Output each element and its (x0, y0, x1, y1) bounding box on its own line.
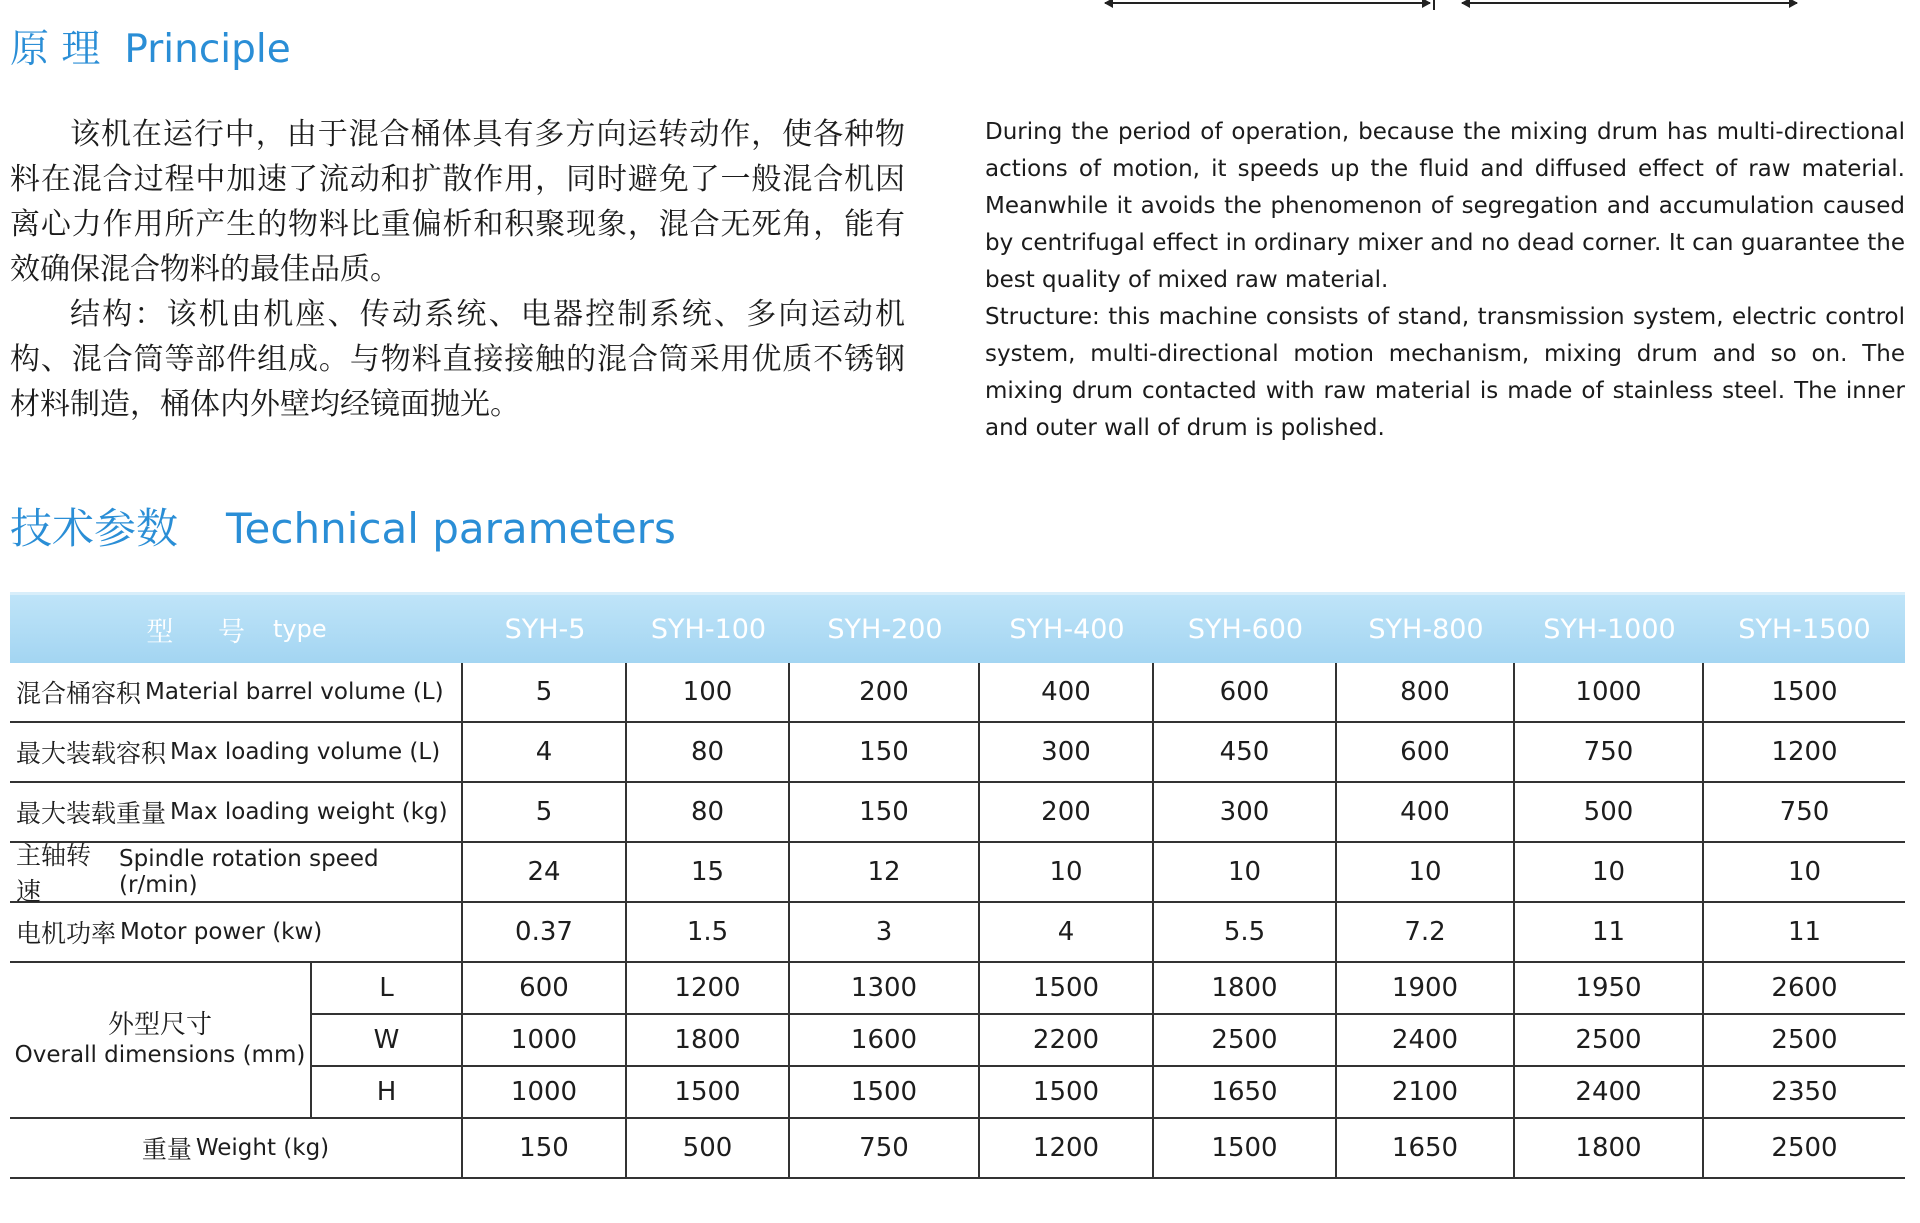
row-label-zh: 最大装载重量 (16, 799, 167, 828)
table-cell: 200 (790, 663, 980, 723)
table-cell: 1600 (790, 1015, 980, 1067)
header-model: SYH-100 (650, 613, 767, 645)
table-cell: 2200 (980, 1015, 1154, 1067)
table-cell: 450 (1154, 723, 1337, 783)
table-row (10, 723, 1905, 783)
header-model: SYH-200 (827, 613, 943, 645)
dimension-arrow-left (1105, 2, 1430, 4)
row-label-en: Weight (kg) (195, 1135, 330, 1161)
table-cell: 5 (463, 663, 627, 723)
table-cell: 1800 (1515, 1119, 1704, 1179)
table-row (10, 841, 1905, 906)
table-header (10, 592, 1905, 663)
principle-zh-paragraph: 该机在运行中，由于混合桶体具有多方向运转动作，使各种物料在混合过程中加速了流动和扩散作用，同时避免了一般混合机因离心力作用所产生的物料比重偏析和积聚现象，混合无死角，能有效确保混合物料的最佳品质。 (10, 117, 905, 287)
table-cell: 750 (1704, 783, 1905, 843)
table-cell: 100 (627, 663, 790, 723)
table-cell: 1650 (1337, 1119, 1515, 1179)
principle-heading (10, 18, 291, 74)
table-cell: 2350 (1704, 1067, 1905, 1119)
header-model: SYH-5 (504, 613, 586, 645)
row-label-zh: 重量 (141, 1135, 192, 1164)
table-row (10, 783, 1905, 843)
dimensions-label-en: Overall dimensions (mm) (14, 1042, 306, 1068)
table-cell: 750 (790, 1119, 980, 1179)
header-model: SYH-800 (1368, 613, 1484, 645)
table-cell: 2600 (1704, 963, 1905, 1015)
dimension-sub-label: W (312, 1015, 463, 1067)
row-label-en: Max loading volume (L) (170, 739, 441, 765)
row-label-en: Material barrel volume (L) (145, 679, 444, 705)
table-cell: 400 (980, 663, 1154, 723)
table-cell: 2500 (1704, 1015, 1905, 1067)
table-cell: 24 (463, 843, 627, 903)
table-cell: 1300 (790, 963, 980, 1015)
table-cell: 300 (980, 723, 1154, 783)
table-cell: 600 (463, 963, 627, 1015)
dimension-sub-label: H (312, 1067, 463, 1119)
row-label (10, 841, 463, 906)
table-cell: 15 (627, 843, 790, 903)
table-cell: 12 (790, 843, 980, 903)
table-cell: 0.37 (463, 903, 627, 963)
principle-text-zh (10, 112, 905, 427)
dimensions-label-zh: 外型尺寸 (107, 1010, 212, 1040)
table-cell: 7.2 (1337, 903, 1515, 963)
table-body (10, 663, 1905, 963)
table-row (10, 903, 1905, 963)
table-cell: 80 (627, 723, 790, 783)
table-cell: 1000 (463, 1067, 627, 1119)
table-cell: 80 (627, 783, 790, 843)
row-label-en: Spindle rotation speed (r/min) (119, 846, 379, 898)
principle-en-paragraph: During the period of operation, because the mixing drum has multi-directional actions of motion, it speeds up the fluid and diffused effect of raw material. Meanwhile it avoids the phenomenon of segregation and accumulation caused by centrifugal effect in ordinary mixer and no dead corner. It can guarantee the best quality of mixed raw material. (985, 119, 1905, 293)
row-label-zh: 电机功率 (16, 919, 117, 948)
table-cell: 150 (463, 1119, 627, 1179)
header-type-en: type (272, 615, 327, 643)
table-cell: 400 (1337, 783, 1515, 843)
table-cell: 500 (627, 1119, 790, 1179)
table-cell: 300 (1154, 783, 1337, 843)
table-cell: 600 (1337, 723, 1515, 783)
table-cell: 1200 (980, 1119, 1154, 1179)
table-cell: 5.5 (1154, 903, 1337, 963)
table-cell: 2500 (1704, 1119, 1905, 1179)
header-type-zh: 型 号 (146, 616, 263, 648)
table-row (10, 1119, 1905, 1179)
table-cell: 2400 (1337, 1015, 1515, 1067)
technical-heading-zh: 技术参数 (10, 504, 179, 553)
table-cell: 500 (1515, 783, 1704, 843)
table-cell: 10 (1515, 843, 1704, 903)
table-cell: 1950 (1515, 963, 1704, 1015)
row-label (10, 903, 463, 963)
table-cell: 4 (463, 723, 627, 783)
row-label (10, 723, 463, 783)
table-cell: 1650 (1154, 1067, 1337, 1119)
dimension-arrow-right (1462, 2, 1797, 4)
principle-zh-paragraph: 结构：该机由机座、传动系统、电器控制系统、多向运动机构、混合筒等部件组成。与物料直接接触的混合筒采用优质不锈钢材料制造，桶体内外壁均经镜面抛光。 (10, 297, 905, 422)
dimension-tick (1433, 0, 1435, 10)
parameters-table (10, 592, 1905, 1179)
table-cell: 600 (1154, 663, 1337, 723)
table-cell: 750 (1515, 723, 1704, 783)
dimension-sub-label: L (312, 963, 463, 1015)
table-cell: 1500 (980, 963, 1154, 1015)
technical-heading-en: Technical parameters (226, 504, 676, 553)
dimensions-block (10, 963, 1905, 1119)
header-model: SYH-1500 (1738, 613, 1871, 645)
table-cell: 1500 (627, 1067, 790, 1119)
table-cell: 1200 (627, 963, 790, 1015)
row-label-en: Max loading weight (kg) (170, 799, 448, 825)
table-cell: 2500 (1515, 1015, 1704, 1067)
table-cell: 3 (790, 903, 980, 963)
table-cell: 5 (463, 783, 627, 843)
row-label-zh: 混合桶容积 (16, 679, 142, 708)
table-cell: 1500 (980, 1067, 1154, 1119)
table-cell: 10 (980, 843, 1154, 903)
header-model: SYH-1000 (1543, 613, 1676, 645)
row-label-zh: 主轴转速 (16, 841, 92, 906)
technical-heading (10, 496, 676, 556)
table-cell: 10 (1337, 843, 1515, 903)
table-cell: 1.5 (627, 903, 790, 963)
principle-heading-zh: 原 理 (10, 27, 101, 72)
table-row (10, 663, 1905, 723)
table-cell: 10 (1704, 843, 1905, 903)
header-model: SYH-400 (1009, 613, 1125, 645)
header-type-cell (10, 595, 463, 663)
table-cell: 10 (1154, 843, 1337, 903)
table-cell: 150 (790, 723, 980, 783)
table-cell: 800 (1337, 663, 1515, 723)
table-cell: 2100 (1337, 1067, 1515, 1119)
principle-en-paragraph: Structure: this machine consists of stand, transmission system, electric control system, multi-directional motion mechanism, mixing drum and so on. The mixing drum contacted with raw material is made of stainless steel. The inner and outer wall of drum is polished. (985, 304, 1905, 441)
table-cell: 200 (980, 783, 1154, 843)
header-model: SYH-600 (1187, 613, 1304, 645)
principle-text-en (985, 114, 1905, 447)
table-cell: 1800 (1154, 963, 1337, 1015)
table-cell: 2400 (1515, 1067, 1704, 1119)
table-cell: 11 (1704, 903, 1905, 963)
table-cell: 1500 (790, 1067, 980, 1119)
table-cell: 1900 (1337, 963, 1515, 1015)
table-cell: 1200 (1704, 723, 1905, 783)
table-cell: 1800 (627, 1015, 790, 1067)
row-label-en: Motor power (kw) (120, 919, 323, 945)
table-cell: 150 (790, 783, 980, 843)
table-cell: 11 (1515, 903, 1704, 963)
weight-row-wrap (10, 1119, 1905, 1179)
table-cell: 1500 (1154, 1119, 1337, 1179)
table-cell: 1500 (1704, 663, 1905, 723)
table-cell: 1000 (1515, 663, 1704, 723)
row-label (10, 783, 463, 843)
row-label (10, 663, 463, 723)
table-cell: 2500 (1154, 1015, 1337, 1067)
principle-heading-en: Principle (124, 27, 291, 72)
table-cell: 1000 (463, 1015, 627, 1067)
table-cell: 4 (980, 903, 1154, 963)
dimensions-label (10, 963, 312, 1119)
row-label (10, 1119, 463, 1179)
row-label-zh: 最大装载容积 (16, 739, 167, 768)
